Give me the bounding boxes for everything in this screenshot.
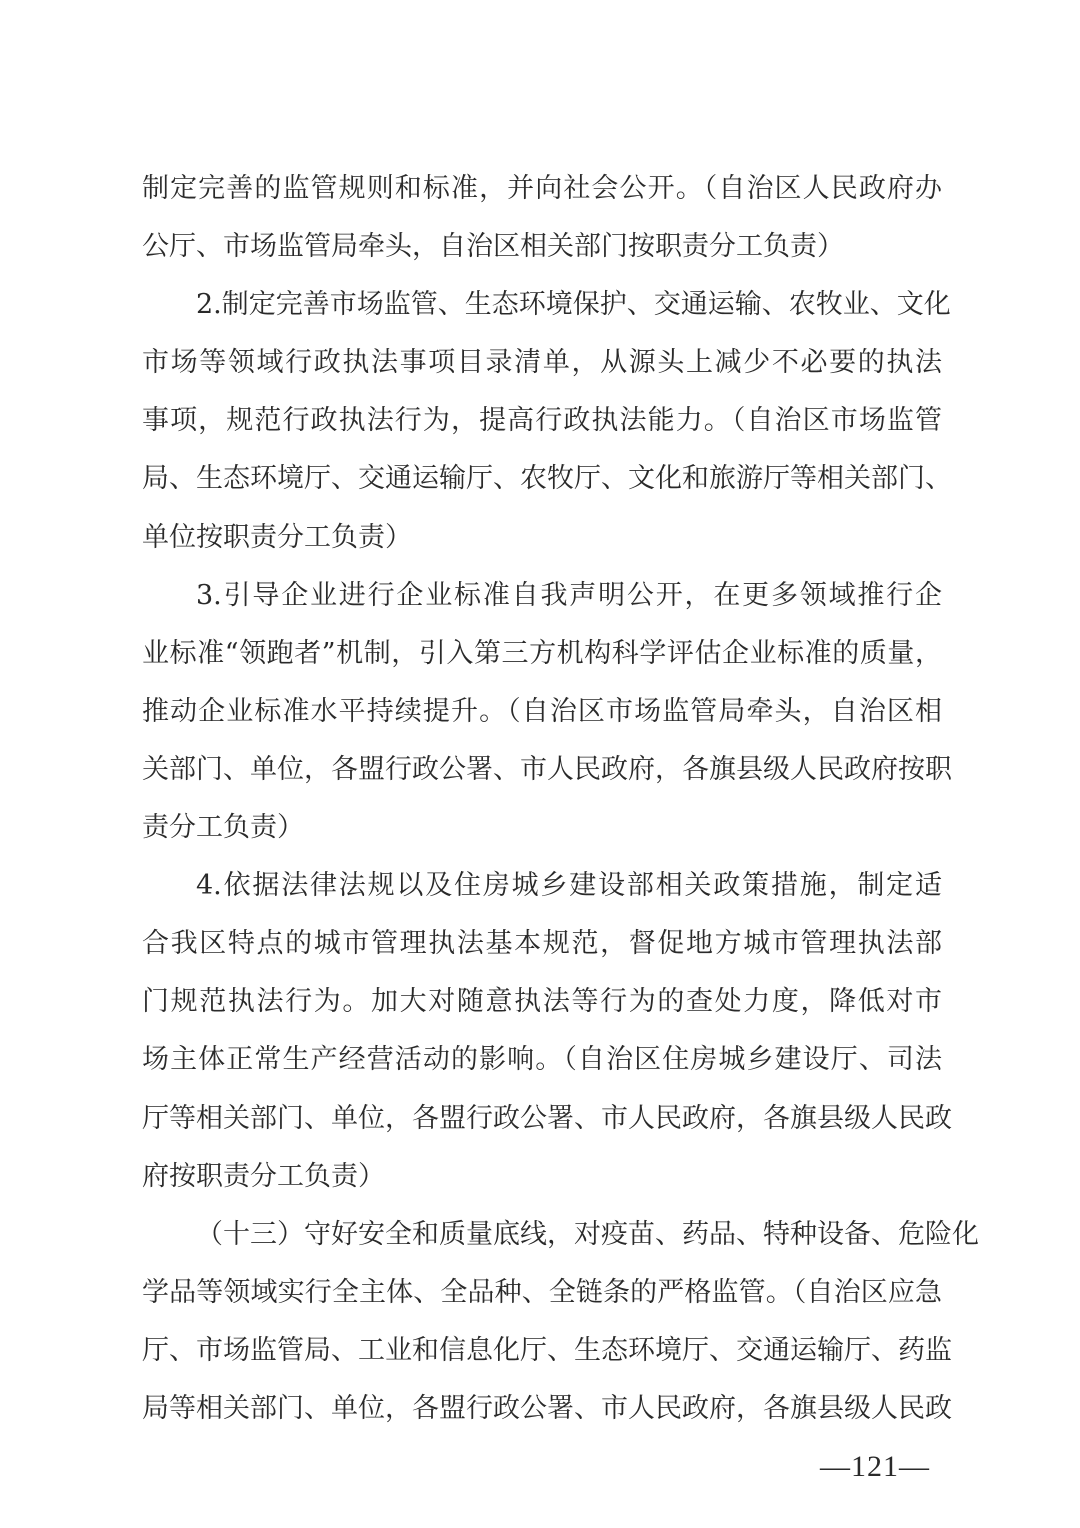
text-line: 公厅、市场监管局牵头，自治区相关部门按职责分工负责） — [142, 231, 844, 263]
text-line: 推动企业标准水平持续提升。（自治区市场监管局牵头，自治区相 — [142, 695, 942, 727]
text-line: 事项，规范行政执法行为，提高行政执法能力。（自治区市场监管 — [142, 405, 942, 437]
text-line: 制定完善的监管规则和标准，并向社会公开。（自治区人民政府办 — [142, 173, 942, 204]
text-line: 场主体正常生产经营活动的影响。（自治区住房城乡建设厅、司法 — [142, 1044, 942, 1076]
page-number: —121— — [820, 1450, 930, 1483]
text-line: 4.依据法律法规以及住房城乡建设部相关政策措施，制定适 — [196, 870, 942, 902]
text-line: 关部门、单位，各盟行政公署、市人民政府，各旗县级人民政府按职 — [142, 753, 952, 785]
text-line: 责分工负责） — [142, 812, 304, 844]
text-line: 局等相关部门、单位，各盟行政公署、市人民政府，各旗县级人民政 — [142, 1392, 952, 1424]
text-line: 学品等领域实行全主体、全品种、全链条的严格监管。（自治区应急 — [142, 1276, 942, 1308]
text-line: 合我区特点的城市管理执法基本规范，督促地方城市管理执法部 — [142, 928, 942, 960]
text-line: 3.引导企业进行企业标准自我声明公开，在更多领域推行企 — [196, 579, 942, 611]
text-line: 府按职责分工负责） — [142, 1160, 385, 1192]
text-line: （十三）守好安全和质量底线，对疫苗、药品、特种设备、危险化 — [196, 1218, 979, 1250]
text-line: 厅等相关部门、单位，各盟行政公署、市人民政府，各旗县级人民政 — [142, 1102, 952, 1134]
text-line: 局、生态环境厅、交通运输厅、农牧厅、文化和旅游厅等相关部门、 — [142, 463, 952, 495]
text-line: 市场等领域行政执法事项目录清单，从源头上减少不必要的执法 — [142, 347, 942, 379]
text-line: 单位按职责分工负责） — [142, 521, 412, 553]
text-line: 2.制定完善市场监管、生态环境保护、交通运输、农牧业、文化 — [196, 289, 951, 321]
text-line: 业标准“领跑者”机制，引入第三方机构科学评估企业标准的质量， — [142, 637, 942, 669]
body-text — [142, 160, 979, 1438]
text-line: 门规范执法行为。加大对随意执法等行为的查处力度，降低对市 — [142, 986, 942, 1018]
text-line: 厅、市场监管局、工业和信息化厅、生态环境厅、交通运输厅、药监 — [142, 1334, 952, 1366]
